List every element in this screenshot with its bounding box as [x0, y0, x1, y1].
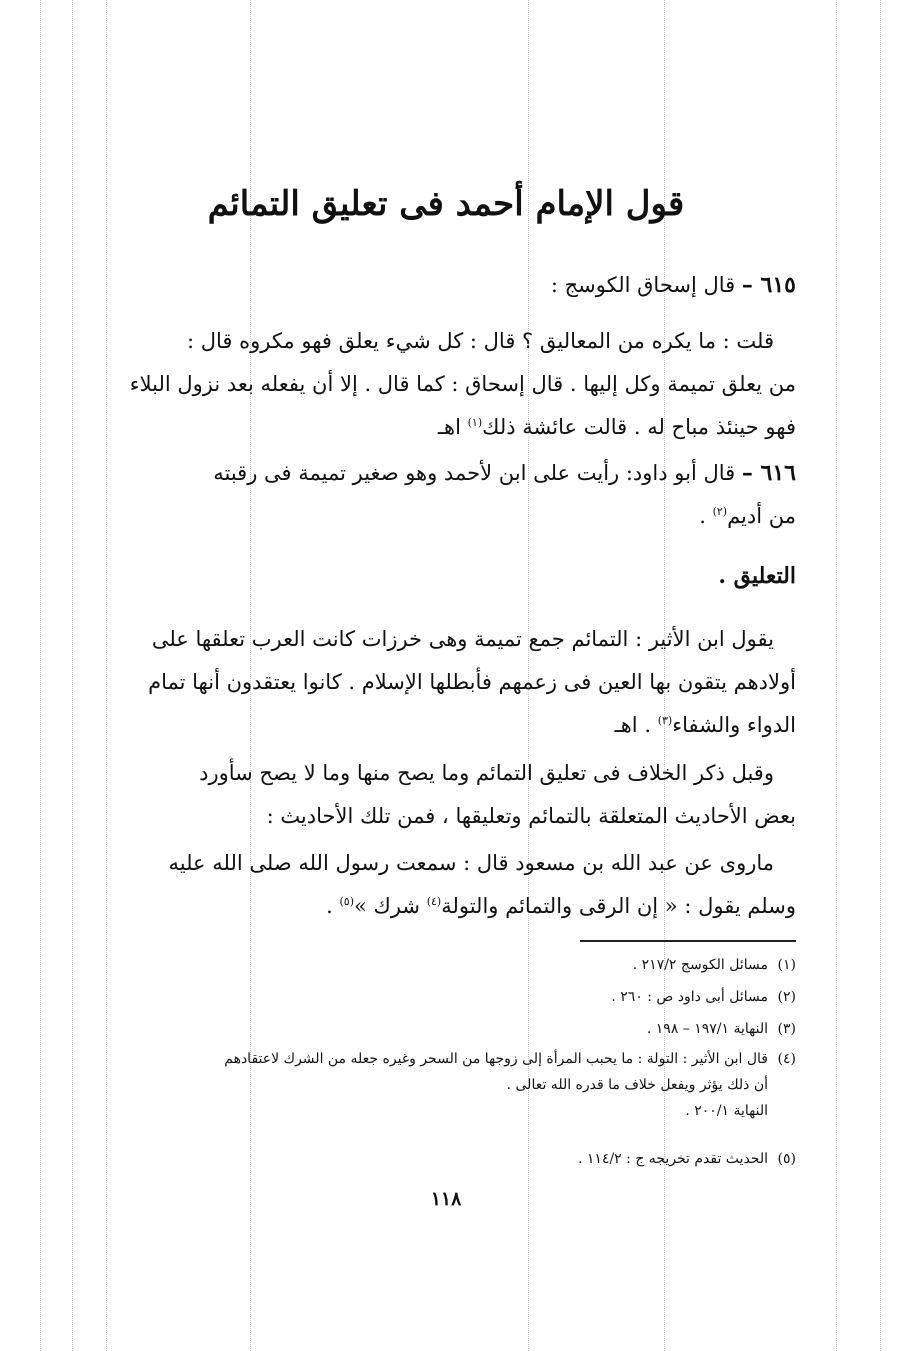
text-line: .	[326, 894, 333, 918]
footnote	[96, 984, 796, 1010]
footnote-ref[interactable]: (٣)	[657, 714, 673, 727]
text-line: قلت : ما يكره من المعاليق ؟ قال : كل شيء يعلق فهو مكروه قال :	[186, 329, 774, 353]
text-line: أولادهم يتقون بها العين فى زعمهم فأبطلها الإسلام . كانوا يعتقدون أنها تمام	[148, 670, 796, 694]
commentary-paragraph	[96, 842, 796, 928]
text-line: اهـ	[437, 415, 461, 439]
footnote-text: مسائل أبى داود ص : ٢٦٠ .	[611, 989, 768, 1005]
footnote	[96, 952, 796, 978]
book-page	[96, 0, 796, 1351]
text-line: ماروى عن عبد الله بن مسعود قال : سمعت رسول الله صلى الله عليه	[168, 851, 774, 875]
footnote-mark: (٢)	[777, 989, 796, 1005]
commentary-paragraph	[96, 618, 796, 747]
text-line: قال أبو داود: رأيت على ابن لأحمد وهو صغير تميمة فى رقبته	[213, 461, 736, 485]
item-615-body	[96, 320, 796, 449]
footnote-text: النهاية ٢٠٠/١ .	[685, 1103, 768, 1119]
commentary-paragraph	[96, 752, 796, 838]
scan-artifact-line	[72, 0, 73, 1351]
footnote-mark: (٥)	[777, 1151, 796, 1167]
text-line: يقول ابن الأثير : التمائم جمع تميمة وهى خرزات كانت العرب تعلقها على	[151, 627, 774, 651]
footnote	[96, 1146, 796, 1172]
text-line: . اهـ	[614, 713, 651, 737]
text-line: وسلم يقول : « إن الرقى والتمائم والتولة	[441, 894, 796, 918]
text-line: الدواء والشفاء	[672, 713, 796, 737]
item-text: قال إسحاق الكوسج :	[550, 273, 736, 297]
footnote-mark: (١)	[777, 957, 796, 973]
footnote-ref[interactable]: (١)	[467, 416, 483, 429]
text-line: بعض الأحاديث المتعلقة بالتمائم وتعليقها ، فمن تلك الأحاديث :	[266, 804, 796, 828]
footnote-divider	[580, 940, 796, 942]
footnote-text: قال ابن الأثير : التولة : ما يحبب المرأة إلى زوجها من السحر وغيره جعله من الشرك لاعتقادهم	[224, 1051, 768, 1067]
footnote-ref[interactable]: (٥)	[339, 895, 354, 908]
commentary-heading: التعليق .	[718, 563, 796, 589]
footnote-text: الحديث تقدم تخريجه ج : ١١٤/٢ .	[578, 1151, 768, 1167]
item-616	[96, 452, 796, 538]
item-615	[96, 264, 796, 307]
item-number: ٦١٥ –	[741, 272, 796, 298]
text-line: .	[699, 504, 706, 528]
footnote-mark: (٤)	[777, 1051, 796, 1067]
footnote	[96, 1046, 796, 1124]
footnote-text: النهاية ١٩٧/١ – ١٩٨ .	[646, 1021, 768, 1037]
footnote-mark: (٣)	[777, 1021, 796, 1037]
text-line: فهو حينئذ مباح له . قالت عائشة ذلك	[482, 415, 796, 439]
scan-artifact-line	[836, 0, 837, 1351]
text-line: وقبل ذكر الخلاف فى تعليق التمائم وما يصح منها وما لا يصح سأورد	[199, 761, 774, 785]
footnote-ref[interactable]: (٢)	[712, 505, 728, 518]
footnote	[96, 1016, 796, 1042]
scan-artifact-line	[880, 0, 881, 1351]
item-number: ٦١٦ –	[741, 460, 796, 486]
text-line: من يعلق تميمة وكل إليها . قال إسحاق : كما قال . إلا أن يفعله بعد نزول البلاء	[129, 372, 796, 396]
scan-artifact-line	[40, 0, 41, 1351]
text-line: من أديم	[727, 504, 796, 528]
footnote-text: مسائل الكوسج ٢١٧/٢ .	[632, 957, 768, 973]
text-line: شرك »	[353, 894, 420, 918]
footnote-text: أن ذلك يؤثر ويفعل خلاف ما قدره الله تعالى .	[506, 1077, 768, 1093]
page-title: قول الإمام أحمد فى تعليق التمائم	[207, 184, 685, 224]
footnote-ref[interactable]: (٤)	[426, 895, 442, 908]
page-number: ١١٨	[430, 1188, 462, 1210]
